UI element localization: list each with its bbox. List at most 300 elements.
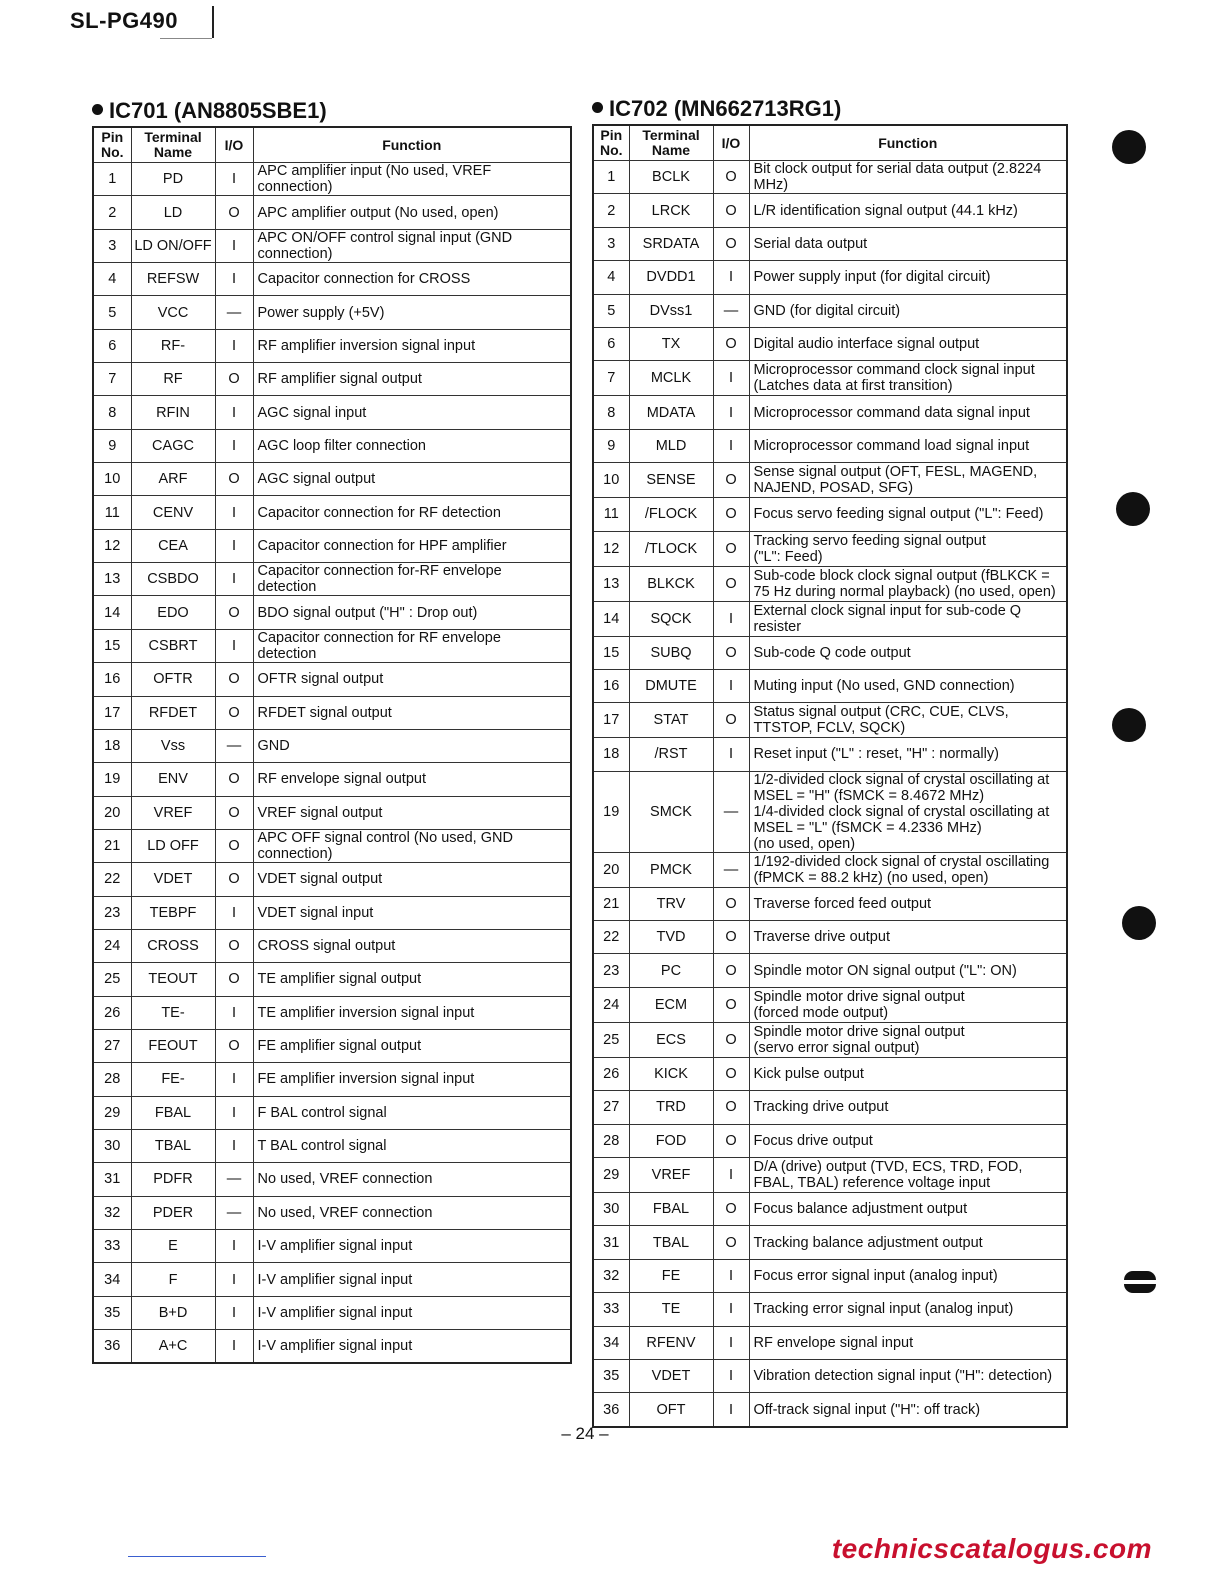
ic702-title-text: IC702 (MN662713RG1)	[609, 96, 842, 121]
function-description: Tracking balance adjustment output	[749, 1226, 1067, 1259]
pin-number: 19	[93, 763, 131, 796]
model-number: SL-PG490	[70, 8, 178, 33]
function-description: Sub-code block clock signal output (fBLKCK = 75 Hz during normal playback) (no used, open)	[749, 566, 1067, 601]
function-description: Capacitor connection for CROSS	[253, 263, 571, 296]
table-row	[93, 1263, 571, 1296]
ic701-title	[92, 96, 572, 126]
io-type: O	[713, 1091, 749, 1124]
table-row	[593, 921, 1067, 954]
terminal-name: SUBQ	[629, 636, 713, 669]
table-row	[93, 1096, 571, 1129]
table-row	[593, 1124, 1067, 1157]
pin-number: 24	[93, 929, 131, 962]
function-description: Focus drive output	[749, 1124, 1067, 1157]
table-row	[593, 669, 1067, 702]
io-type: I	[713, 1293, 749, 1326]
table-row	[93, 763, 571, 796]
pin-number: 35	[593, 1359, 629, 1392]
io-type: O	[713, 1022, 749, 1057]
pin-number: 20	[93, 796, 131, 829]
terminal-name: SQCK	[629, 601, 713, 636]
page-number: – 24 –	[561, 1424, 609, 1443]
io-type: O	[713, 194, 749, 227]
io-type: O	[215, 363, 253, 396]
table-row	[593, 194, 1067, 227]
terminal-name: TVD	[629, 921, 713, 954]
table-row	[593, 987, 1067, 1022]
table-row	[593, 1158, 1067, 1193]
terminal-name: FEOUT	[131, 1029, 215, 1062]
pin-number: 15	[93, 629, 131, 662]
pin-number: 19	[593, 771, 629, 852]
io-type: I	[215, 1096, 253, 1129]
terminal-name: MCLK	[629, 361, 713, 396]
io-type: O	[713, 887, 749, 920]
function-description: OFTR signal output	[253, 663, 571, 696]
pin-number: 15	[593, 636, 629, 669]
io-type: I	[215, 996, 253, 1029]
function-description: FE amplifier signal output	[253, 1029, 571, 1062]
function-description: RF envelope signal input	[749, 1326, 1067, 1359]
table-row	[93, 963, 571, 996]
io-type: I	[215, 563, 253, 596]
ic702-pin-table	[592, 124, 1068, 1428]
table-row	[593, 1057, 1067, 1090]
function-description: Status signal output (CRC, CUE, CLVS, TTSTOP, FCLV, SQCK)	[749, 703, 1067, 738]
io-type: I	[215, 1330, 253, 1364]
terminal-name: RF-	[131, 329, 215, 362]
function-description: Microprocessor command data signal input	[749, 396, 1067, 429]
function-description: VREF signal output	[253, 796, 571, 829]
pin-number: 4	[593, 261, 629, 294]
terminal-name: VDET	[131, 863, 215, 896]
table-row	[93, 396, 571, 429]
function-description: Focus servo feeding signal output ("L": Feed)	[749, 498, 1067, 531]
pin-number: 20	[593, 852, 629, 887]
pin-number: 8	[93, 396, 131, 429]
col-pin-no: Pin No.	[93, 127, 131, 163]
pin-number: 13	[93, 563, 131, 596]
io-type: I	[713, 1259, 749, 1292]
io-type: —	[713, 294, 749, 327]
table-row	[593, 954, 1067, 987]
ic701-title-text: IC701 (AN8805SBE1)	[109, 98, 327, 123]
function-description: Tracking error signal input (analog input)	[749, 1293, 1067, 1326]
table-row	[93, 896, 571, 929]
pin-number: 23	[593, 954, 629, 987]
function-description: External clock signal input for sub-code Q resister	[749, 601, 1067, 636]
pin-number: 3	[593, 227, 629, 260]
io-type: O	[713, 1057, 749, 1090]
function-description: AGC signal input	[253, 396, 571, 429]
function-description: F BAL control signal	[253, 1096, 571, 1129]
pin-number: 33	[93, 1230, 131, 1263]
terminal-name: /FLOCK	[629, 498, 713, 531]
terminal-name: RFENV	[629, 1326, 713, 1359]
pin-number: 2	[593, 194, 629, 227]
table-row	[93, 429, 571, 462]
table-row	[93, 329, 571, 362]
binder-hole-icon	[1122, 906, 1156, 940]
terminal-name: CAGC	[131, 429, 215, 462]
io-type: O	[215, 196, 253, 229]
pin-number: 34	[93, 1263, 131, 1296]
table-row	[93, 563, 571, 596]
io-type: —	[215, 1196, 253, 1229]
bullet-icon	[92, 104, 103, 115]
pin-number: 28	[593, 1124, 629, 1157]
table-row	[593, 294, 1067, 327]
pin-number: 13	[593, 566, 629, 601]
terminal-name: TEBPF	[131, 896, 215, 929]
io-type: O	[713, 1226, 749, 1259]
terminal-name: FBAL	[629, 1193, 713, 1226]
table-row	[93, 1296, 571, 1329]
terminal-name: ARF	[131, 463, 215, 496]
pin-number: 31	[93, 1163, 131, 1196]
io-type: O	[713, 703, 749, 738]
pin-number: 22	[93, 863, 131, 896]
table-row	[593, 361, 1067, 396]
terminal-name: MDATA	[629, 396, 713, 429]
pin-number: 1	[593, 161, 629, 194]
function-description: Spindle motor drive signal output (forced mode output)	[749, 987, 1067, 1022]
table-row	[93, 263, 571, 296]
function-description: TE amplifier inversion signal input	[253, 996, 571, 1029]
terminal-name: VCC	[131, 296, 215, 329]
terminal-name: CEA	[131, 529, 215, 562]
table-row	[93, 296, 571, 329]
table-row	[593, 601, 1067, 636]
function-description: Tracking servo feeding signal output ("L": Feed)	[749, 531, 1067, 566]
function-description: Sense signal output (OFT, FESL, MAGEND, NAJEND, POSAD, SFG)	[749, 463, 1067, 498]
io-type: I	[215, 896, 253, 929]
function-description: L/R identification signal output (44.1 kHz)	[749, 194, 1067, 227]
io-type: I	[713, 261, 749, 294]
table-row	[593, 531, 1067, 566]
function-description: CROSS signal output	[253, 929, 571, 962]
terminal-name: ECS	[629, 1022, 713, 1057]
table-row	[93, 1230, 571, 1263]
terminal-name: SRDATA	[629, 227, 713, 260]
table-row	[93, 229, 571, 262]
terminal-name: LD ON/OFF	[131, 229, 215, 262]
table-row	[593, 1022, 1067, 1057]
io-type: O	[713, 327, 749, 360]
terminal-name: STAT	[629, 703, 713, 738]
table-row	[593, 1393, 1067, 1427]
table-row	[93, 1063, 571, 1096]
io-type: I	[215, 1129, 253, 1162]
io-type: O	[215, 829, 253, 862]
io-type: I	[215, 1063, 253, 1096]
col-terminal-name: Terminal Name	[131, 127, 215, 163]
ic701-pin-table	[92, 126, 572, 1364]
pin-number: 1	[93, 163, 131, 196]
terminal-name: TRV	[629, 887, 713, 920]
pin-number: 6	[593, 327, 629, 360]
function-description: Tracking drive output	[749, 1091, 1067, 1124]
table-row	[593, 327, 1067, 360]
terminal-name: BLKCK	[629, 566, 713, 601]
io-type: —	[713, 852, 749, 887]
pin-number: 21	[593, 887, 629, 920]
function-description: Microprocessor command load signal input	[749, 429, 1067, 462]
terminal-name: PDER	[131, 1196, 215, 1229]
io-type: I	[215, 629, 253, 662]
function-description: Focus balance adjustment output	[749, 1193, 1067, 1226]
io-type: O	[713, 636, 749, 669]
table-row	[93, 529, 571, 562]
function-description: Microprocessor command clock signal input (Latches data at first transition)	[749, 361, 1067, 396]
terminal-name: ENV	[131, 763, 215, 796]
io-type: I	[215, 1296, 253, 1329]
io-type: —	[215, 729, 253, 762]
ic702-title	[592, 94, 1068, 124]
pin-number: 9	[593, 429, 629, 462]
table-row	[93, 163, 571, 196]
pin-number: 3	[93, 229, 131, 262]
pin-number: 7	[93, 363, 131, 396]
header-underline	[160, 38, 212, 39]
table-row	[593, 498, 1067, 531]
terminal-name: B+D	[131, 1296, 215, 1329]
io-type: O	[215, 663, 253, 696]
function-description: BDO signal output ("H" : Drop out)	[253, 596, 571, 629]
terminal-name: FOD	[629, 1124, 713, 1157]
io-type: I	[713, 361, 749, 396]
function-description: FE amplifier inversion signal input	[253, 1063, 571, 1096]
function-description: 1/192-divided clock signal of crystal oscillating (fPMCK = 88.2 kHz) (no used, open)	[749, 852, 1067, 887]
table-row	[593, 1293, 1067, 1326]
terminal-name: VDET	[629, 1359, 713, 1392]
terminal-name: OFTR	[131, 663, 215, 696]
terminal-name: TEOUT	[131, 963, 215, 996]
table-row	[93, 796, 571, 829]
terminal-name: LD OFF	[131, 829, 215, 862]
function-description: T BAL control signal	[253, 1129, 571, 1162]
col-pin-no: Pin No.	[593, 125, 629, 161]
table-row	[593, 396, 1067, 429]
io-type: I	[713, 429, 749, 462]
pin-number: 30	[93, 1129, 131, 1162]
function-description: RF amplifier inversion signal input	[253, 329, 571, 362]
function-description: Vibration detection signal input ("H": detection)	[749, 1359, 1067, 1392]
pin-number: 9	[93, 429, 131, 462]
terminal-name: RF	[131, 363, 215, 396]
pin-number: 27	[593, 1091, 629, 1124]
pin-number: 10	[593, 463, 629, 498]
io-type: I	[713, 396, 749, 429]
table-row	[593, 1359, 1067, 1392]
table-row	[593, 1259, 1067, 1292]
pin-number: 21	[93, 829, 131, 862]
table-row	[93, 996, 571, 1029]
pin-number: 7	[593, 361, 629, 396]
terminal-name: VREF	[131, 796, 215, 829]
terminal-name: PMCK	[629, 852, 713, 887]
col-function: Function	[253, 127, 571, 163]
io-type: O	[713, 1124, 749, 1157]
terminal-name: CROSS	[131, 929, 215, 962]
table-row	[93, 363, 571, 396]
pin-number: 24	[593, 987, 629, 1022]
table-row	[593, 261, 1067, 294]
pin-number: 26	[593, 1057, 629, 1090]
io-type: O	[713, 566, 749, 601]
terminal-name: /TLOCK	[629, 531, 713, 566]
terminal-name: PDFR	[131, 1163, 215, 1196]
io-type: O	[713, 954, 749, 987]
function-description: I-V amplifier signal input	[253, 1263, 571, 1296]
io-type: O	[713, 161, 749, 194]
table-row	[93, 729, 571, 762]
table-row	[593, 852, 1067, 887]
io-type: I	[713, 1393, 749, 1427]
function-description: No used, VREF connection	[253, 1196, 571, 1229]
col-terminal-name: Terminal Name	[629, 125, 713, 161]
terminal-name: PC	[629, 954, 713, 987]
function-description: VDET signal output	[253, 863, 571, 896]
io-type: O	[713, 987, 749, 1022]
function-description: RF envelope signal output	[253, 763, 571, 796]
terminal-name: CENV	[131, 496, 215, 529]
table-row	[593, 566, 1067, 601]
io-type: I	[713, 738, 749, 771]
io-type: I	[215, 163, 253, 196]
table-row	[593, 1226, 1067, 1259]
pin-number: 16	[93, 663, 131, 696]
function-description: I-V amplifier signal input	[253, 1330, 571, 1364]
io-type: O	[713, 531, 749, 566]
io-type: O	[215, 796, 253, 829]
function-description: GND (for digital circuit)	[749, 294, 1067, 327]
function-description: Digital audio interface signal output	[749, 327, 1067, 360]
pin-number: 14	[593, 601, 629, 636]
function-description: I-V amplifier signal input	[253, 1230, 571, 1263]
table-row	[593, 1326, 1067, 1359]
pin-number: 12	[593, 531, 629, 566]
terminal-name: RFIN	[131, 396, 215, 429]
function-description: AGC signal output	[253, 463, 571, 496]
footer-link-underline	[128, 1556, 266, 1557]
terminal-name: ECM	[629, 987, 713, 1022]
pin-number: 23	[93, 896, 131, 929]
ic701-rows	[93, 163, 571, 1364]
io-type: I	[215, 429, 253, 462]
pin-number: 4	[93, 263, 131, 296]
pin-number: 34	[593, 1326, 629, 1359]
terminal-name: TE-	[131, 996, 215, 1029]
io-type: I	[215, 496, 253, 529]
pin-number: 11	[93, 496, 131, 529]
table-row	[93, 829, 571, 862]
io-type: I	[713, 1158, 749, 1193]
pin-number: 27	[93, 1029, 131, 1062]
function-description: Power supply (+5V)	[253, 296, 571, 329]
terminal-name: SENSE	[629, 463, 713, 498]
table-row	[593, 887, 1067, 920]
terminal-name: SMCK	[629, 771, 713, 852]
io-type: I	[215, 1263, 253, 1296]
function-description: AGC loop filter connection	[253, 429, 571, 462]
pin-number: 14	[93, 596, 131, 629]
function-description: No used, VREF connection	[253, 1163, 571, 1196]
pin-number: 5	[593, 294, 629, 327]
function-description: Traverse forced feed output	[749, 887, 1067, 920]
bullet-icon	[592, 102, 603, 113]
pin-number: 16	[593, 669, 629, 702]
terminal-name: BCLK	[629, 161, 713, 194]
pin-number: 8	[593, 396, 629, 429]
pin-number: 2	[93, 196, 131, 229]
io-type: —	[713, 771, 749, 852]
terminal-name: FE	[629, 1259, 713, 1292]
io-type: O	[713, 1193, 749, 1226]
function-description: Muting input (No used, GND connection)	[749, 669, 1067, 702]
table-row	[593, 227, 1067, 260]
function-description: Capacitor connection for-RF envelope detection	[253, 563, 571, 596]
table-row	[593, 429, 1067, 462]
io-type: O	[215, 596, 253, 629]
terminal-name: Vss	[131, 729, 215, 762]
pin-number: 35	[93, 1296, 131, 1329]
col-io: I/O	[713, 125, 749, 161]
table-row	[93, 1330, 571, 1364]
io-type: O	[215, 863, 253, 896]
pin-number: 31	[593, 1226, 629, 1259]
io-type: O	[215, 963, 253, 996]
table-row	[93, 1129, 571, 1162]
table-row	[93, 663, 571, 696]
terminal-name: TBAL	[131, 1129, 215, 1162]
pin-number: 30	[593, 1193, 629, 1226]
io-type: I	[215, 396, 253, 429]
terminal-name: RFDET	[131, 696, 215, 729]
pin-number: 32	[93, 1196, 131, 1229]
io-type: O	[215, 1029, 253, 1062]
pin-number: 11	[593, 498, 629, 531]
watermark: technicscatalogus.com	[831, 1533, 1152, 1564]
table-header-row	[593, 125, 1067, 161]
function-description: Capacitor connection for HPF amplifier	[253, 529, 571, 562]
io-type: I	[215, 263, 253, 296]
terminal-name: PD	[131, 163, 215, 196]
pin-number: 36	[93, 1330, 131, 1364]
pin-number: 22	[593, 921, 629, 954]
io-type: O	[215, 463, 253, 496]
function-description: RFDET signal output	[253, 696, 571, 729]
function-description: Serial data output	[749, 227, 1067, 260]
terminal-name: CSBDO	[131, 563, 215, 596]
function-description: Reset input ("L" : reset, "H" : normally)	[749, 738, 1067, 771]
table-row	[593, 636, 1067, 669]
header-divider	[212, 6, 214, 38]
terminal-name: /RST	[629, 738, 713, 771]
terminal-name: MLD	[629, 429, 713, 462]
io-type: I	[215, 529, 253, 562]
pin-number: 28	[93, 1063, 131, 1096]
pin-number: 6	[93, 329, 131, 362]
terminal-name: A+C	[131, 1330, 215, 1364]
io-type: I	[713, 669, 749, 702]
terminal-name: LRCK	[629, 194, 713, 227]
pin-number: 25	[593, 1022, 629, 1057]
io-type: O	[215, 763, 253, 796]
terminal-name: TBAL	[629, 1226, 713, 1259]
function-description: Capacitor connection for RF envelope detection	[253, 629, 571, 662]
function-description: GND	[253, 729, 571, 762]
